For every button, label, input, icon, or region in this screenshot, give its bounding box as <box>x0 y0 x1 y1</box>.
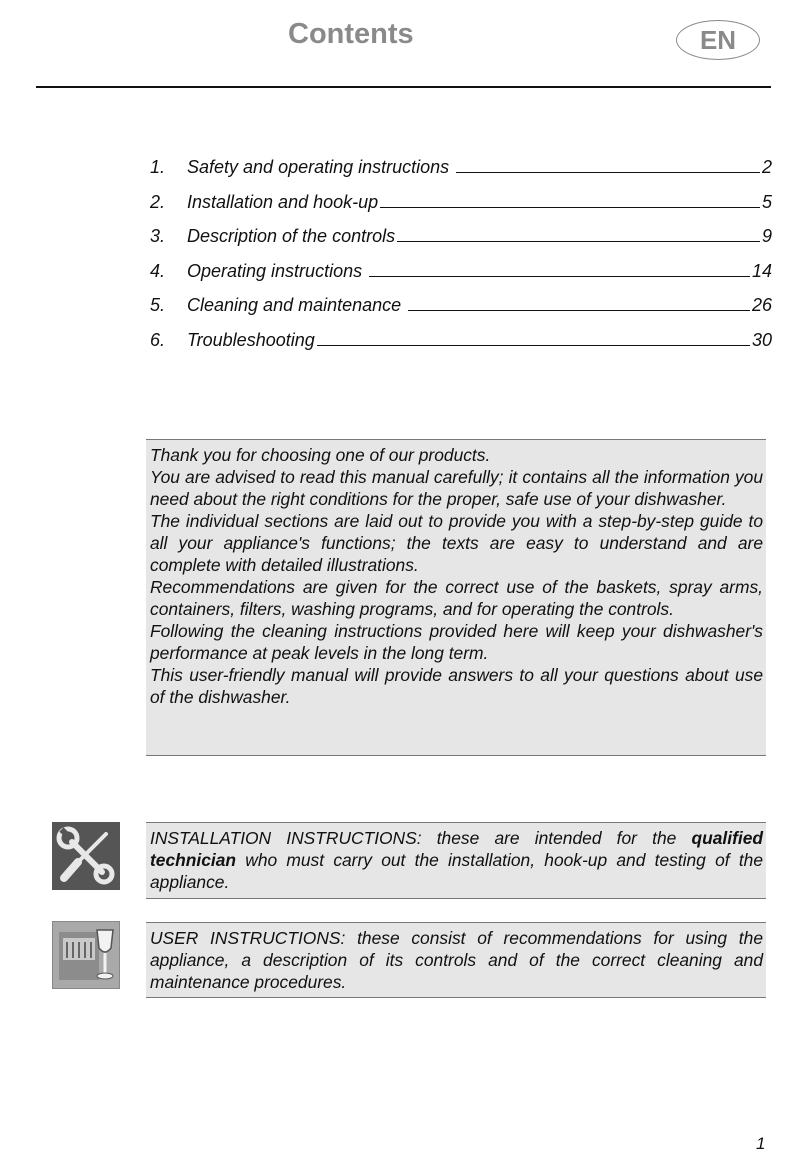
toc-label: Troubleshooting <box>187 329 315 350</box>
toc-row[interactable] <box>150 226 772 261</box>
toc-number: 3. <box>150 226 166 247</box>
dishwasher-glass-icon <box>52 921 120 989</box>
toc-number: 6. <box>150 329 166 350</box>
table-of-contents <box>150 157 772 365</box>
language-badge: EN <box>676 20 760 60</box>
toc-row[interactable] <box>150 261 772 296</box>
installation-note <box>146 822 766 899</box>
toc-page: 9 <box>761 226 772 247</box>
intro-paragraph: This user-friendly manual will provide answers to all your questions about use of the dishwasher. <box>150 665 763 707</box>
installation-prefix: INSTALLATION INSTRUCTIONS: these are intended for the <box>150 828 692 848</box>
toc-leader <box>408 297 750 311</box>
toc-label: Safety and operating instructions <box>187 157 455 177</box>
installation-emphasis: qualified technician <box>150 828 763 870</box>
page-title: Contents <box>288 18 414 50</box>
toc-row[interactable] <box>150 157 772 192</box>
toc-number: 4. <box>150 260 166 281</box>
toc-page: 26 <box>751 295 772 316</box>
toc-row[interactable] <box>150 192 772 227</box>
toc-label: Cleaning and maintenance <box>187 295 407 316</box>
tools-icon <box>52 822 120 890</box>
toc-row[interactable] <box>150 330 772 365</box>
intro-box <box>146 439 766 756</box>
toc-label: Description of the controls <box>187 226 396 247</box>
header-rule <box>36 86 771 88</box>
toc-page: 14 <box>751 260 772 281</box>
toc-leader <box>380 194 760 208</box>
toc-number: 1. <box>150 157 166 177</box>
toc-label: Installation and hook-up <box>187 191 379 212</box>
toc-leader <box>397 228 760 242</box>
toc-leader <box>456 159 760 173</box>
intro-paragraph: The individual sections are laid out to provide you with a step-by-step guide to all your appliance's functions; the texts are easy to understand and are complete with detailed illustrations. <box>150 511 763 575</box>
intro-paragraph: Thank you for choosing one of our products. <box>150 445 491 465</box>
user-text: USER INSTRUCTIONS: these consist of recommendations for using the appliance, a description of its controls and of the correct cleaning and maintenance procedures. <box>150 928 763 992</box>
toc-number: 2. <box>150 191 166 212</box>
intro-paragraph: Recommendations are given for the correct use of the baskets, spray arms, containers, filters, washing programs, and for operating the controls. <box>150 577 763 619</box>
toc-leader <box>317 332 750 346</box>
installation-text <box>150 827 763 893</box>
toc-page: 30 <box>751 329 772 350</box>
toc-label: Operating instructions <box>187 260 368 281</box>
intro-paragraph: You are advised to read this manual carefully; it contains all the information you need about the right conditions for the proper, safe use of your dishwasher. <box>150 467 763 509</box>
user-note <box>146 922 766 998</box>
toc-page: 2 <box>761 157 772 177</box>
intro-paragraph: Following the cleaning instructions provided here will keep your dishwasher's performance at peak levels in the long term. <box>150 621 763 663</box>
toc-leader <box>369 263 750 277</box>
toc-row[interactable] <box>150 295 772 330</box>
toc-number: 5. <box>150 295 166 316</box>
installation-suffix: who must carry out the installation, hook-up and testing of the appliance. <box>150 850 763 892</box>
page-number: 1 <box>756 1134 766 1153</box>
toc-page: 5 <box>761 191 772 212</box>
